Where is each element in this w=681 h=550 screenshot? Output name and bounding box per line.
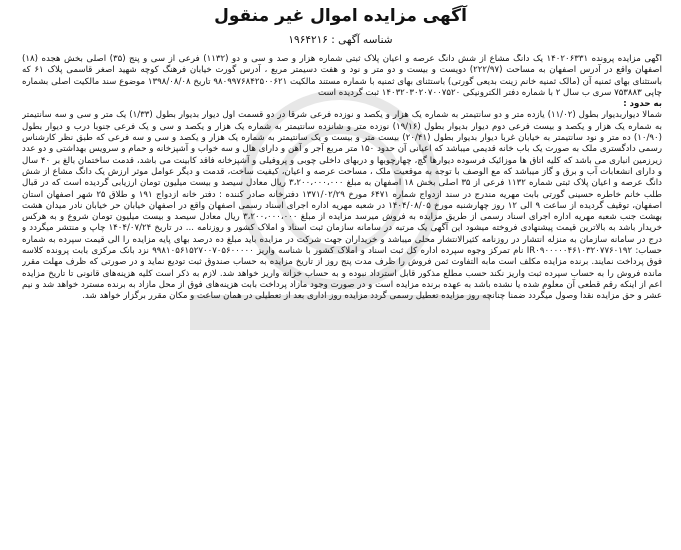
notice-id: شناسه آگهی : ۱۹۶۴۲۱۶ xyxy=(288,34,393,46)
boundaries-and-auction-terms-paragraph: شمالا دیواربدیوار بطول (۱۱/۰۲) یازده متر و دو سانتیمتر به شماره یک هزار و یکصد و نوزده فرعی شرقا در دو قسمت اول دیوار بدیوار بطول (۱/۳۳) یک متر و سی و سه سانتیمتر به شماره یک هزار و یکصد و بیست فرعی دوم دیوار بدیوار بطول (۱۹/۱۶) نوزده متر و شانزده سانتیمتر به شماره یک هزار و یکصد و سی و یک فرعی جنوبا درب و دیوار بطول (۱۰/۹۰) ده متر و نود سانتیمتر به خیابان غربا دیوار بدیوار بطول (۲۰/۴۱) بیست متر و بیست و یک سانتیمتر به شماره یک هزار و یکصد و سی و سه فرعی که طبق نظر کارشناس رسمی دادگستری ملک به صورت یک باب خانه قدیمی میباشد که اعیانی آن حدود ۱۵۰ متر مربع آجر و آهن و دارای هال و سه خواب و آشپزخانه و حمام و سرویس بهداشتی و دو عدد زیرزمین انباری می باشد که کلیه اتاق ها موزائیک فرسوده دیوارها گچ، چهارچوبها و دربهای داخلی چوبی و پروفیلی و آشپزخانه فاقد کابینت می باشد، قدمت ساختمان بالغ بر ۴۰ سال و دارای انشعابات آب و برق و گاز میباشد که مع الوصف با توجه به موقعیت ملک ، مساحت عرصه و اعیان، کیفیت ساخت، قدمت و دیگر عوامل موثر ارزش یک دانگ مشاع از شش دانگ عرصه و اعیان پلاک ثبتی شماره ۱۱۳۲ فرعی از ۳۵ اصلی بخش ۱۸ اصفهان به مبلغ ۳،۲۰۰،۰۰۰،۰۰۰ ریال معادل سیصد و بیست میلیون تومان ارزیابی گردیده است که در قبال طلب خانم خاطره حسینی گورتی بابت مهریه مندرج در سند ازدواج شماره ۶۴۷۱ مورخ ۱۳۷۱/۰۲/۲۹ دفترخانه صادر کننده : دفتر خانه ازدواج ۱۹۱ و طلاق ۲۵ شهر اصفهان استان اصفهان، توقیف گردیده از ساعت ۹ الی ۱۲ روز چهارشنبه مورخ ۱۴۰۴/۰۸/۰۵ در شعبه مهریه اداره اجرای اسناد رسمی اصفهان واقع در اصفهان خیابان حر خیابان نادر میدان هشت بهشت جنب شعبه مهریه اداره اجرای اسناد رسمی از طریق مزایده به فروش میرسد مزایده از مبلغ ۳،۲۰۰،۰۰۰،۰۰۰ ریال معادل سیصد و بیست میلیون تومان شروع و به هرکس خریدار باشد به بالاترین قیمت پیشنهادی فروخته میشود این آگهی یک مرتبه در سامانه سازمان ثبت اسناد و املاک کشور و روزنامه ... در تاریخ ۱۴۰۴/۰۷/۲۴ چاپ و منتشر میگردد و درج در سامانه سازمان به منزله انتشار در روزنامه کثیرالانتشار محلی میباشد و خریداران جهت شرکت در مزایده باید مبلغ ده درصد بهای پایه مزایده را الی قیمت سپرده به شماره حساب: IR۰۹۰۰۰۰۰۴۶۱۰۳۲۰۷۷۶۰۱۹۲ نام تمرکز وجوه سپرده اداره کل ثبت اسناد و املاک کشور با شناسه واریز ۹۹۸۱۰۵۶۱۵۲۷۰۰۷۰۵۶۰۰۰۰۰ نزد بانک مرکزی بابت پرونده کلاسه فوق پرداخت نمایند. برنده مزایده مکلف است مابه التفاوت ثمن فروش را ظرف مدت پنج روز از تاریخ مزایده به حساب صندوق ثبت تودیع نماید و در صورتی که ظرف مهلت مقرر مانده فروش را به حساب سپرده ثبت واریز نکند حسب مطلع مذکور قابل استرداد نبوده و به حساب خزانه واریز خواهد شد. لازم به ذکر است کلیه هزینه‌های قانونی تا تاریخ مزایده اعم از اینکه رقم قطعی آن معلوم شده یا نشده باشد به عهده برنده مزایده است و در صورت وجود مازاد پرداخت بابت هزینه‌های فوق از محل مازاد به برنده مسترد خواهد شد و نیم عشر و حق مزایده نقدا وصول میگردد ضمنا چنانچه روز مزایده تعطیل رسمی گردد مزایده روز اداری بعد از تعطیلی در همان ساعت و مکان مقرر برگزار خواهد شد. xyxy=(22,110,662,302)
page-title: آگهی مزایده اموال غیر منقول xyxy=(214,6,467,26)
boundaries-heading: به حدود : xyxy=(623,99,662,110)
notice-body xyxy=(22,54,662,542)
property-description-paragraph: آگهی مزایده پرونده ۱۴۰۲۰۶۳۳۱ یک دانگ مشاع از شش دانگ عرصه و اعیان پلاک ثبتی شماره هزار و صد و سی و دو (۱۱۳۲) فرعی از سی و پنج (۳۵) اصلی بخش هجده (۱۸) اصفهان واقع در آدرس اصفهان به مساحت (۲۲۲/۹۷) دویست و بیست و دو متر و نود و هفت دسیمتر مربع ، آدرس گورت خیابان فرهنگ کوچه شهید اصغر قاسمی پلاک ۶۱ که باستثنای بهای ثمنیه آن (مالک ثمنیه خانم زینت بدیعی گورتی) باستثنای بهای ثمنیه با شماره مستند مالکیت ۹۸۰۹۹۷۶۸۴۲۵۰۰۶۲۱ تاریخ ۱۳۹۸/۰۸/۰۸ موضوع سند مالکیت اصلی بشماره چاپی ۷۵۳۸۸۳ سری ب سال ۲ با شماره دفتر الکترونیکی ۱۴۰۳۲۰۳۰۲۰۷۰۰۷۵۲۰ ثبت گردیده است xyxy=(22,54,662,98)
